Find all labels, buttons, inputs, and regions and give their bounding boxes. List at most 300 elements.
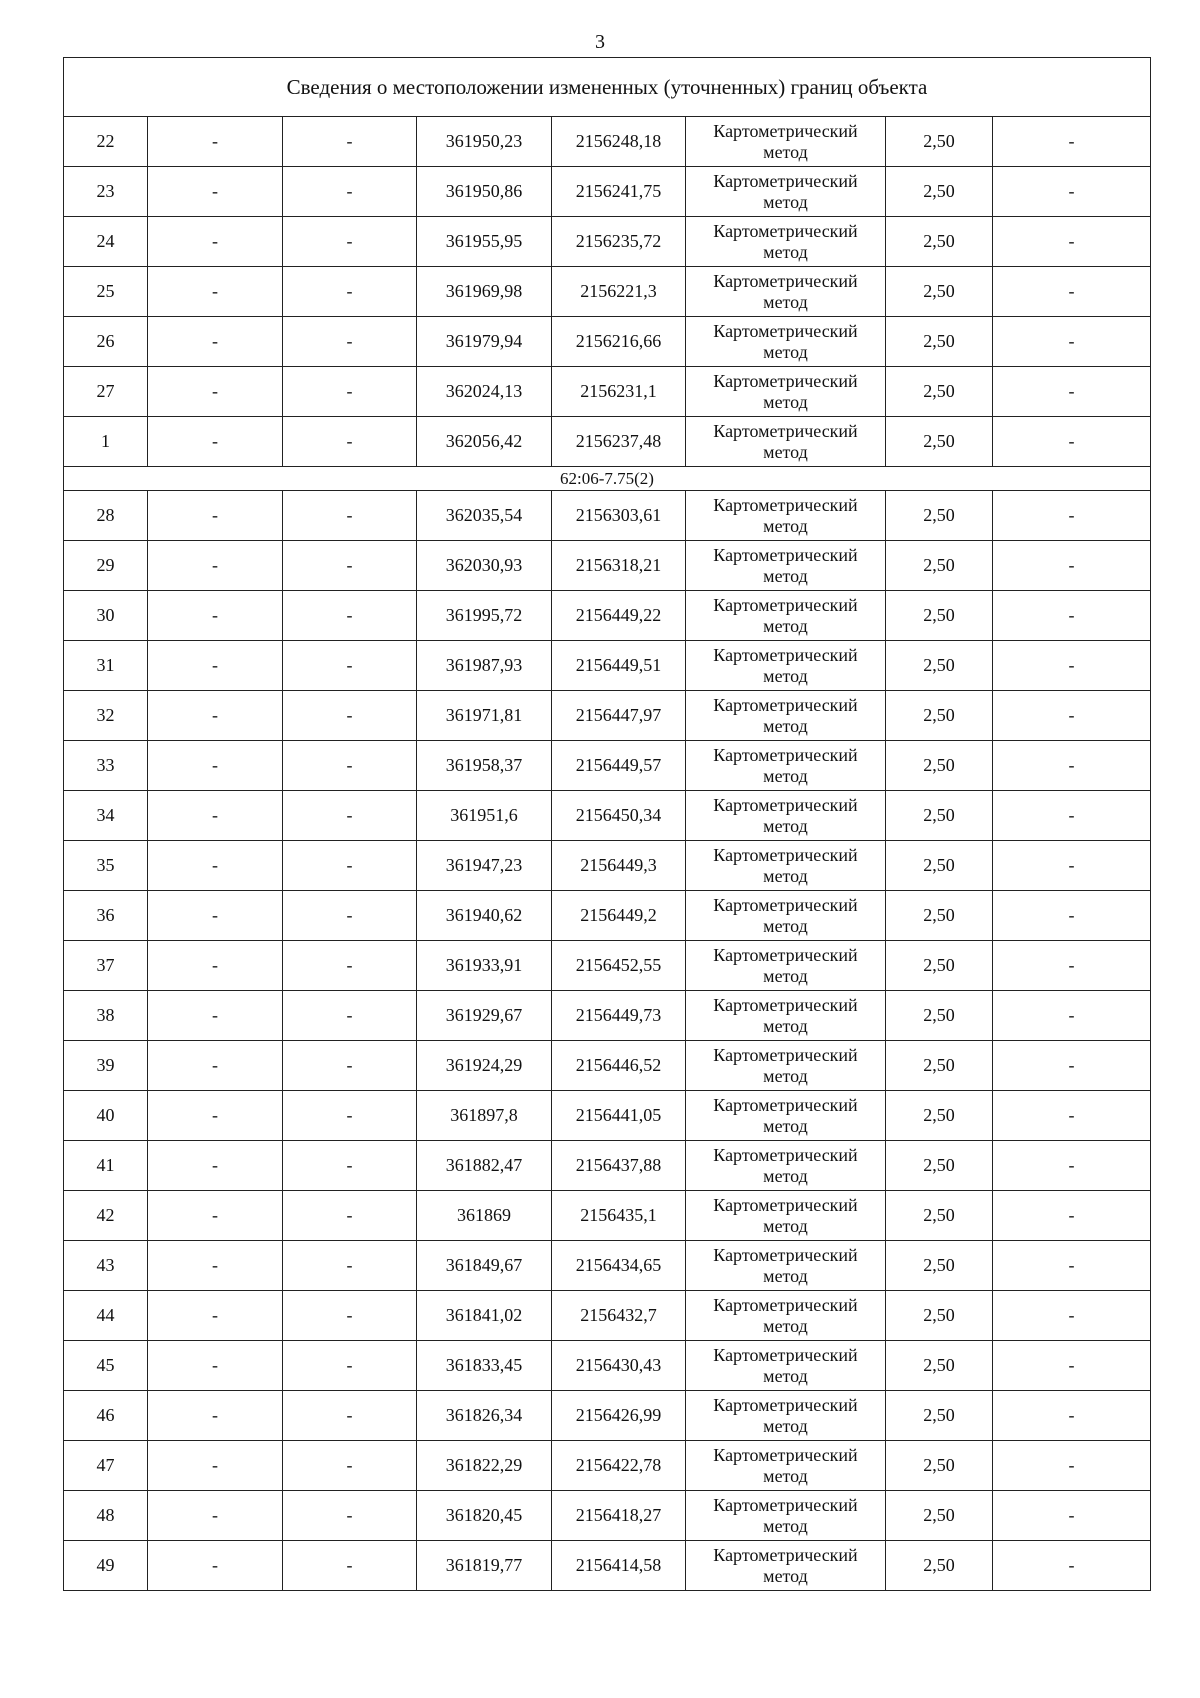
method-line-1: Картометрический	[713, 1094, 858, 1115]
coord-x: 361833,45	[417, 1341, 552, 1391]
dash-cell: -	[283, 417, 417, 467]
dash-cell: -	[148, 1341, 283, 1391]
method-line-2: метод	[763, 1165, 808, 1186]
method-cell	[686, 117, 886, 167]
dash-cell: -	[283, 167, 417, 217]
method-line-1: Картометрический	[713, 594, 858, 615]
coord-y: 2156303,61	[552, 491, 686, 541]
method-line-1: Картометрический	[713, 1194, 858, 1215]
table-row	[64, 891, 1151, 941]
dash-cell: -	[283, 117, 417, 167]
coord-y: 2156241,75	[552, 167, 686, 217]
point-number: 42	[64, 1191, 148, 1241]
point-number: 30	[64, 591, 148, 641]
dash-cell: -	[148, 641, 283, 691]
coord-y: 2156418,27	[552, 1491, 686, 1541]
coord-y: 2156449,2	[552, 891, 686, 941]
method-cell	[686, 991, 886, 1041]
coord-x: 361869	[417, 1191, 552, 1241]
point-number: 44	[64, 1291, 148, 1341]
dash-cell: -	[993, 1541, 1151, 1591]
method-cell	[686, 1441, 886, 1491]
table-row	[64, 1041, 1151, 1091]
method-line-2: метод	[763, 515, 808, 536]
boundary-coordinates-table	[63, 57, 1151, 1591]
table-title: Сведения о местоположении измененных (уточненных) границ объекта	[64, 58, 1151, 117]
coord-y: 2156435,1	[552, 1191, 686, 1241]
dash-cell: -	[283, 691, 417, 741]
point-number: 48	[64, 1491, 148, 1541]
table-row	[64, 167, 1151, 217]
dash-cell: -	[283, 591, 417, 641]
coord-y: 2156441,05	[552, 1091, 686, 1141]
coord-y: 2156449,51	[552, 641, 686, 691]
point-number: 43	[64, 1241, 148, 1291]
method-cell	[686, 1291, 886, 1341]
accuracy: 2,50	[886, 167, 993, 217]
method-line-1: Картометрический	[713, 1344, 858, 1365]
coord-y: 2156248,18	[552, 117, 686, 167]
coord-x: 362030,93	[417, 541, 552, 591]
point-number: 29	[64, 541, 148, 591]
method-cell	[686, 1141, 886, 1191]
dash-cell: -	[283, 1191, 417, 1241]
dash-cell: -	[283, 1041, 417, 1091]
dash-cell: -	[148, 1541, 283, 1591]
accuracy: 2,50	[886, 317, 993, 367]
method-cell	[686, 591, 886, 641]
method-line-1: Картометрический	[713, 1544, 858, 1565]
coord-x: 362024,13	[417, 367, 552, 417]
dash-cell: -	[283, 841, 417, 891]
dash-cell: -	[148, 217, 283, 267]
dash-cell: -	[283, 1341, 417, 1391]
dash-cell: -	[148, 1391, 283, 1441]
coord-x: 361882,47	[417, 1141, 552, 1191]
coord-y: 2156432,7	[552, 1291, 686, 1341]
method-line-2: метод	[763, 1115, 808, 1136]
dash-cell: -	[148, 941, 283, 991]
method-line-1: Картометрический	[713, 370, 858, 391]
dash-cell: -	[993, 267, 1151, 317]
method-line-2: метод	[763, 1015, 808, 1036]
coord-x: 361929,67	[417, 991, 552, 1041]
accuracy: 2,50	[886, 541, 993, 591]
method-line-1: Картометрический	[713, 1444, 858, 1465]
dash-cell: -	[148, 417, 283, 467]
method-line-2: метод	[763, 391, 808, 412]
method-cell	[686, 1541, 886, 1591]
point-number: 47	[64, 1441, 148, 1491]
method-cell	[686, 1241, 886, 1291]
dash-cell: -	[993, 1391, 1151, 1441]
accuracy: 2,50	[886, 1291, 993, 1341]
method-line-2: метод	[763, 1565, 808, 1586]
table-row	[64, 791, 1151, 841]
method-line-1: Картометрический	[713, 420, 858, 441]
method-line-1: Картометрический	[713, 1044, 858, 1065]
table-row	[64, 941, 1151, 991]
accuracy: 2,50	[886, 117, 993, 167]
dash-cell: -	[283, 891, 417, 941]
coord-x: 361826,34	[417, 1391, 552, 1441]
dash-cell: -	[993, 891, 1151, 941]
method-line-2: метод	[763, 965, 808, 986]
table-row	[64, 1441, 1151, 1491]
accuracy: 2,50	[886, 641, 993, 691]
dash-cell: -	[993, 1191, 1151, 1241]
point-number: 37	[64, 941, 148, 991]
dash-cell: -	[993, 641, 1151, 691]
coord-y: 2156450,34	[552, 791, 686, 841]
method-line-1: Картометрический	[713, 1494, 858, 1515]
coord-x: 361819,77	[417, 1541, 552, 1591]
point-number: 49	[64, 1541, 148, 1591]
dash-cell: -	[993, 367, 1151, 417]
dash-cell: -	[993, 117, 1151, 167]
coord-x: 361987,93	[417, 641, 552, 691]
method-line-1: Картометрический	[713, 944, 858, 965]
dash-cell: -	[283, 791, 417, 841]
dash-cell: -	[283, 641, 417, 691]
point-number: 32	[64, 691, 148, 741]
dash-cell: -	[283, 1141, 417, 1191]
coord-y: 2156449,73	[552, 991, 686, 1041]
dash-cell: -	[993, 1141, 1151, 1191]
coord-y: 2156434,65	[552, 1241, 686, 1291]
method-cell	[686, 1491, 886, 1541]
dash-cell: -	[993, 591, 1151, 641]
method-line-1: Картометрический	[713, 1294, 858, 1315]
coord-y: 2156414,58	[552, 1541, 686, 1591]
table-row	[64, 1541, 1151, 1591]
method-line-2: метод	[763, 1465, 808, 1486]
dash-cell: -	[148, 1191, 283, 1241]
accuracy: 2,50	[886, 1491, 993, 1541]
method-line-1: Картометрический	[713, 170, 858, 191]
dash-cell: -	[148, 367, 283, 417]
coord-x: 361969,98	[417, 267, 552, 317]
point-number: 22	[64, 117, 148, 167]
method-line-2: метод	[763, 441, 808, 462]
method-cell	[686, 317, 886, 367]
point-number: 38	[64, 991, 148, 1041]
accuracy: 2,50	[886, 1391, 993, 1441]
dash-cell: -	[283, 991, 417, 1041]
dash-cell: -	[993, 1341, 1151, 1391]
method-line-1: Картометрический	[713, 320, 858, 341]
accuracy: 2,50	[886, 941, 993, 991]
coord-y: 2156430,43	[552, 1341, 686, 1391]
table-row	[64, 1341, 1151, 1391]
dash-cell: -	[283, 741, 417, 791]
coord-y: 2156452,55	[552, 941, 686, 991]
method-line-1: Картометрический	[713, 744, 858, 765]
dash-cell: -	[993, 791, 1151, 841]
dash-cell: -	[148, 167, 283, 217]
dash-cell: -	[283, 1291, 417, 1341]
method-cell	[686, 1341, 886, 1391]
coord-x: 361995,72	[417, 591, 552, 641]
table-row	[64, 1291, 1151, 1341]
dash-cell: -	[148, 591, 283, 641]
table-row	[64, 1141, 1151, 1191]
dash-cell: -	[993, 1041, 1151, 1091]
dash-cell: -	[283, 317, 417, 367]
accuracy: 2,50	[886, 417, 993, 467]
method-cell	[686, 741, 886, 791]
method-line-2: метод	[763, 565, 808, 586]
table-row	[64, 367, 1151, 417]
dash-cell: -	[283, 367, 417, 417]
method-line-1: Картометрический	[713, 844, 858, 865]
method-line-2: метод	[763, 665, 808, 686]
accuracy: 2,50	[886, 1241, 993, 1291]
point-number: 34	[64, 791, 148, 841]
dash-cell: -	[993, 741, 1151, 791]
coord-x: 361958,37	[417, 741, 552, 791]
coord-y: 2156426,99	[552, 1391, 686, 1441]
dash-cell: -	[283, 1091, 417, 1141]
coord-x: 361979,94	[417, 317, 552, 367]
accuracy: 2,50	[886, 1141, 993, 1191]
method-line-2: метод	[763, 615, 808, 636]
point-number: 24	[64, 217, 148, 267]
dash-cell: -	[993, 167, 1151, 217]
table-row	[64, 1391, 1151, 1441]
dash-cell: -	[993, 1291, 1151, 1341]
accuracy: 2,50	[886, 691, 993, 741]
accuracy: 2,50	[886, 1441, 993, 1491]
coord-y: 2156221,3	[552, 267, 686, 317]
dash-cell: -	[148, 1041, 283, 1091]
method-cell	[686, 417, 886, 467]
method-line-2: метод	[763, 1365, 808, 1386]
method-line-1: Картометрический	[713, 494, 858, 515]
accuracy: 2,50	[886, 1341, 993, 1391]
point-number: 33	[64, 741, 148, 791]
coord-x: 361950,86	[417, 167, 552, 217]
method-line-2: метод	[763, 715, 808, 736]
dash-cell: -	[148, 1091, 283, 1141]
table-row	[64, 691, 1151, 741]
method-line-2: метод	[763, 341, 808, 362]
method-line-2: метод	[763, 1065, 808, 1086]
dash-cell: -	[993, 691, 1151, 741]
point-number: 40	[64, 1091, 148, 1141]
method-cell	[686, 941, 886, 991]
method-cell	[686, 1041, 886, 1091]
section-label: 62:06-7.75(2)	[64, 467, 1151, 491]
dash-cell: -	[148, 1241, 283, 1291]
dash-cell: -	[148, 1291, 283, 1341]
point-number: 26	[64, 317, 148, 367]
table-title-row	[64, 58, 1151, 117]
table-row	[64, 641, 1151, 691]
coord-y: 2156422,78	[552, 1441, 686, 1491]
coord-x: 361841,02	[417, 1291, 552, 1341]
coord-y: 2156235,72	[552, 217, 686, 267]
table-row	[64, 841, 1151, 891]
accuracy: 2,50	[886, 267, 993, 317]
coord-y: 2156449,22	[552, 591, 686, 641]
table-row	[64, 591, 1151, 641]
method-cell	[686, 1391, 886, 1441]
method-line-1: Картометрический	[713, 120, 858, 141]
dash-cell: -	[993, 217, 1151, 267]
coord-y: 2156437,88	[552, 1141, 686, 1191]
method-cell	[686, 791, 886, 841]
accuracy: 2,50	[886, 1191, 993, 1241]
table-row	[64, 217, 1151, 267]
dash-cell: -	[148, 117, 283, 167]
coord-x: 361924,29	[417, 1041, 552, 1091]
coord-x: 362056,42	[417, 417, 552, 467]
method-line-2: метод	[763, 141, 808, 162]
dash-cell: -	[148, 891, 283, 941]
method-line-2: метод	[763, 1415, 808, 1436]
method-cell	[686, 841, 886, 891]
accuracy: 2,50	[886, 741, 993, 791]
table-row	[64, 991, 1151, 1041]
point-number: 23	[64, 167, 148, 217]
dash-cell: -	[993, 1241, 1151, 1291]
section-row	[64, 467, 1151, 491]
dash-cell: -	[993, 1091, 1151, 1141]
coord-x: 361822,29	[417, 1441, 552, 1491]
dash-cell: -	[993, 941, 1151, 991]
dash-cell: -	[283, 1441, 417, 1491]
dash-cell: -	[283, 491, 417, 541]
coord-x: 361955,95	[417, 217, 552, 267]
accuracy: 2,50	[886, 367, 993, 417]
method-line-2: метод	[763, 815, 808, 836]
method-line-1: Картометрический	[713, 894, 858, 915]
method-cell	[686, 491, 886, 541]
dash-cell: -	[148, 791, 283, 841]
dash-cell: -	[148, 741, 283, 791]
method-cell	[686, 691, 886, 741]
coord-x: 361951,6	[417, 791, 552, 841]
page-number: 3	[595, 31, 605, 53]
dash-cell: -	[148, 1491, 283, 1541]
dash-cell: -	[993, 317, 1151, 367]
dash-cell: -	[148, 991, 283, 1041]
method-cell	[686, 1191, 886, 1241]
dash-cell: -	[283, 267, 417, 317]
dash-cell: -	[148, 317, 283, 367]
point-number: 28	[64, 491, 148, 541]
method-line-1: Картометрический	[713, 1144, 858, 1165]
dash-cell: -	[283, 217, 417, 267]
dash-cell: -	[148, 491, 283, 541]
point-number: 46	[64, 1391, 148, 1441]
point-number: 36	[64, 891, 148, 941]
coord-y: 2156231,1	[552, 367, 686, 417]
table-row	[64, 741, 1151, 791]
method-cell	[686, 367, 886, 417]
table-row	[64, 1091, 1151, 1141]
dash-cell: -	[993, 1491, 1151, 1541]
method-cell	[686, 167, 886, 217]
method-line-1: Картометрический	[713, 694, 858, 715]
dash-cell: -	[993, 491, 1151, 541]
coord-x: 361971,81	[417, 691, 552, 741]
method-line-1: Картометрический	[713, 544, 858, 565]
method-line-2: метод	[763, 1515, 808, 1536]
coord-y: 2156216,66	[552, 317, 686, 367]
coord-x: 361849,67	[417, 1241, 552, 1291]
accuracy: 2,50	[886, 217, 993, 267]
method-cell	[686, 641, 886, 691]
dash-cell: -	[993, 991, 1151, 1041]
method-line-2: метод	[763, 191, 808, 212]
accuracy: 2,50	[886, 491, 993, 541]
dash-cell: -	[148, 1441, 283, 1491]
table-row	[64, 1241, 1151, 1291]
point-number: 45	[64, 1341, 148, 1391]
method-line-2: метод	[763, 765, 808, 786]
method-cell	[686, 891, 886, 941]
coord-y: 2156446,52	[552, 1041, 686, 1091]
dash-cell: -	[148, 541, 283, 591]
accuracy: 2,50	[886, 1041, 993, 1091]
method-cell	[686, 1091, 886, 1141]
method-line-1: Картометрический	[713, 794, 858, 815]
dash-cell: -	[283, 541, 417, 591]
coord-y: 2156237,48	[552, 417, 686, 467]
coord-y: 2156449,3	[552, 841, 686, 891]
dash-cell: -	[283, 1241, 417, 1291]
dash-cell: -	[283, 1491, 417, 1541]
method-line-1: Картометрический	[713, 220, 858, 241]
point-number: 41	[64, 1141, 148, 1191]
method-line-2: метод	[763, 241, 808, 262]
method-cell	[686, 541, 886, 591]
dash-cell: -	[148, 691, 283, 741]
table-row	[64, 1491, 1151, 1541]
method-line-1: Картометрический	[713, 1244, 858, 1265]
table-row	[64, 417, 1151, 467]
table-row	[64, 491, 1151, 541]
coord-x: 361897,8	[417, 1091, 552, 1141]
table-row	[64, 1191, 1151, 1241]
method-line-2: метод	[763, 1265, 808, 1286]
dash-cell: -	[148, 841, 283, 891]
method-line-1: Картометрический	[713, 270, 858, 291]
dash-cell: -	[148, 1141, 283, 1191]
coord-x: 361947,23	[417, 841, 552, 891]
method-cell	[686, 217, 886, 267]
coord-y: 2156449,57	[552, 741, 686, 791]
method-line-2: метод	[763, 291, 808, 312]
point-number: 1	[64, 417, 148, 467]
table-row	[64, 317, 1151, 367]
point-number: 39	[64, 1041, 148, 1091]
table-row	[64, 267, 1151, 317]
dash-cell: -	[283, 941, 417, 991]
dash-cell: -	[283, 1391, 417, 1441]
point-number: 25	[64, 267, 148, 317]
accuracy: 2,50	[886, 991, 993, 1041]
coord-x: 361933,91	[417, 941, 552, 991]
point-number: 31	[64, 641, 148, 691]
dash-cell: -	[148, 267, 283, 317]
method-cell	[686, 267, 886, 317]
method-line-2: метод	[763, 865, 808, 886]
dash-cell: -	[993, 417, 1151, 467]
coord-x: 362035,54	[417, 491, 552, 541]
